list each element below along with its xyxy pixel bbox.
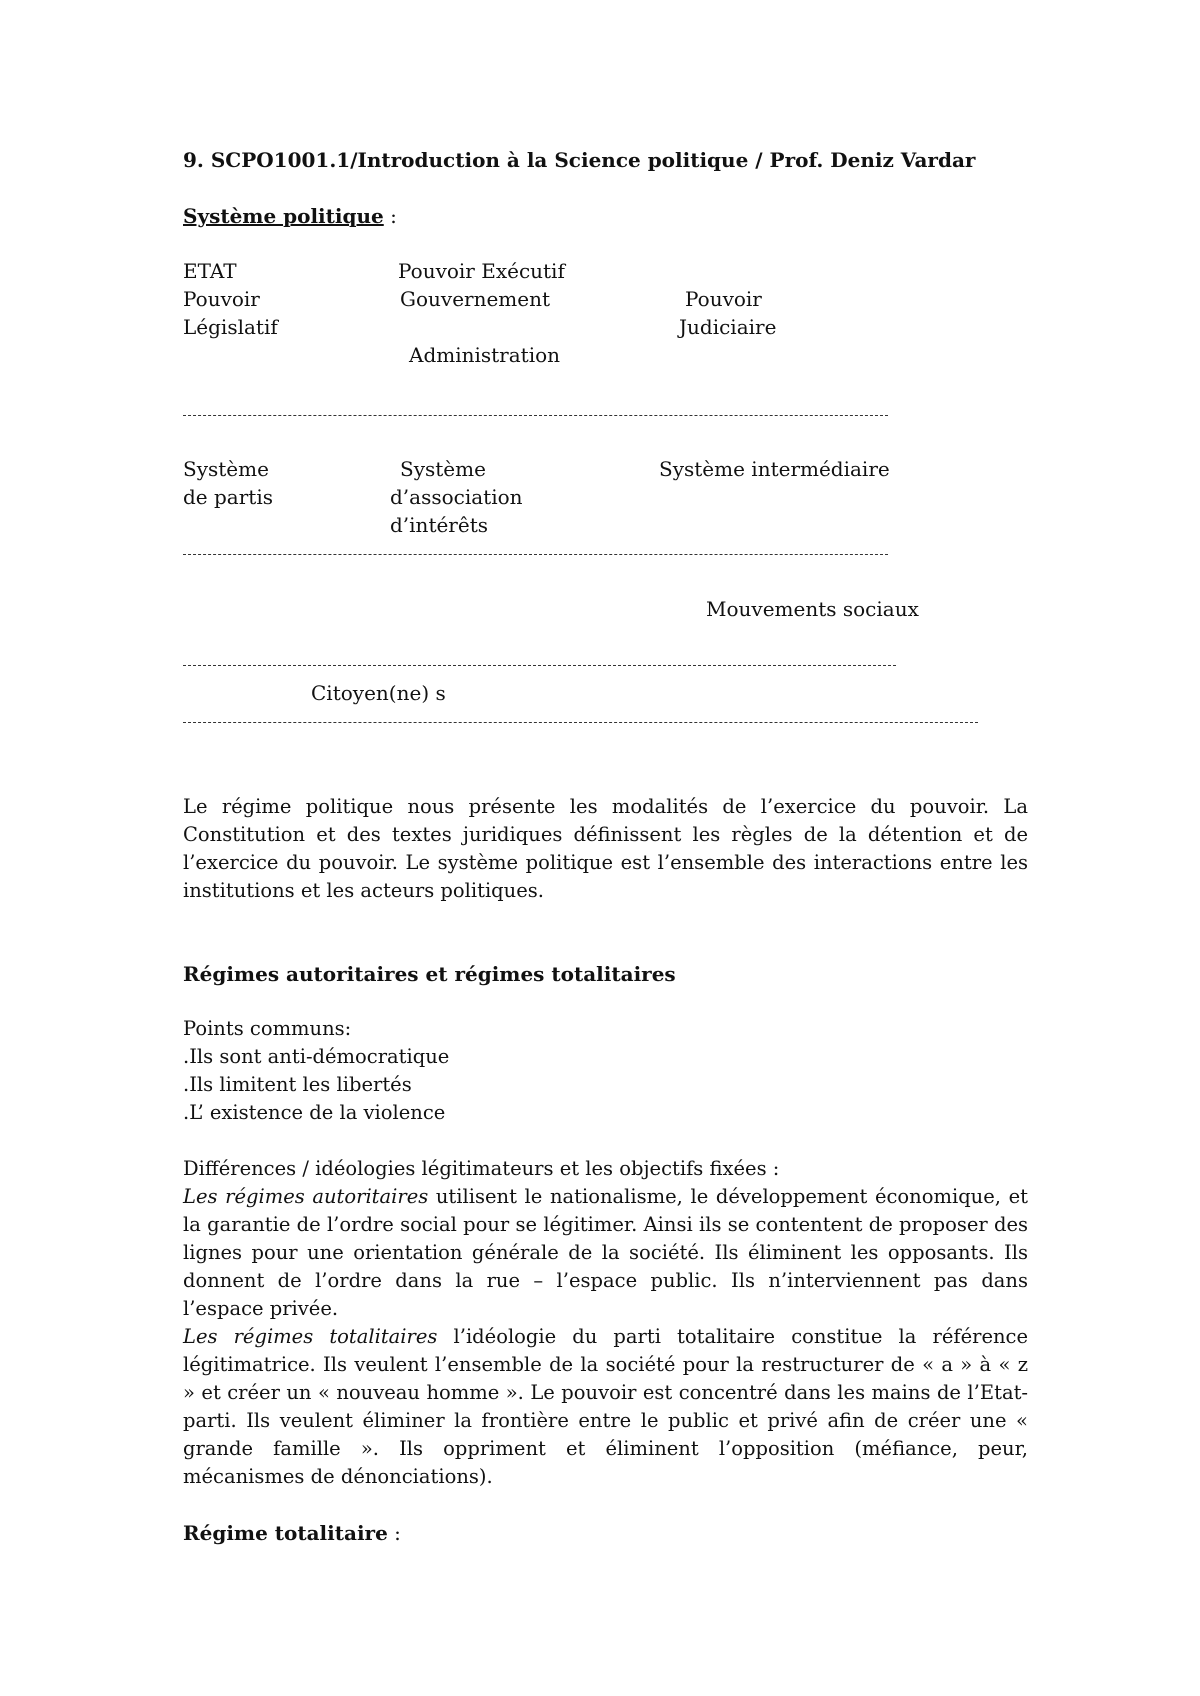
divider-4 — [183, 722, 978, 723]
label-pouvoir-legislatif-1: Pouvoir — [183, 287, 260, 311]
label-administration: Administration — [409, 343, 561, 367]
differences-label: Différences / idéologies légitimateurs et les objectifs fixées : — [183, 1157, 780, 1180]
label-citoyens: Citoyen(ne) s — [311, 681, 446, 705]
label-pouvoir-executif: Pouvoir Exécutif — [398, 259, 565, 283]
autoritaires-label: Les régimes autoritaires — [183, 1185, 429, 1208]
divider-2 — [183, 554, 888, 555]
autoritaires-text: utilisent le nationalisme, le développement économique, et la garantie de l’ordre social pour se légitimer. Ainsi ils se contentent de proposer des lignes pour une orientation générale de la société. Ils éliminent les opposants. Ils donnent de l’ordre dans la rue – l’espace public. Ils n’interviennent pas dans l’espace privée. — [183, 1185, 1028, 1320]
section-heading-totalitaire: Régime totalitaire — [183, 1521, 388, 1545]
label-gouvernement: Gouvernement — [400, 287, 551, 311]
label-systeme-association-1: Système — [400, 457, 486, 481]
label-systeme-partis-1: Système — [183, 457, 269, 481]
section-heading-totalitaire-suffix: : — [387, 1521, 401, 1545]
divider-1 — [183, 415, 888, 416]
list-item: .L’ existence de la violence — [183, 1101, 446, 1124]
autoritaires-paragraph — [183, 1183, 1028, 1323]
label-judiciaire: Judiciaire — [679, 315, 777, 339]
label-legislatif: Législatif — [183, 315, 278, 339]
list-item: .Ils limitent les libertés — [183, 1073, 412, 1096]
label-de-partis: de partis — [183, 485, 273, 509]
label-d-association: d’association — [390, 485, 523, 509]
totalitaires-paragraph — [183, 1323, 1028, 1491]
list-item: .Ils sont anti-démocratique — [183, 1045, 450, 1068]
label-etat: ETAT — [183, 259, 237, 283]
points-communs-label: Points communs: — [183, 1017, 352, 1040]
systeme-heading-line — [183, 202, 397, 230]
label-pouvoir-judiciaire-1: Pouvoir — [685, 287, 762, 311]
label-mouvements-sociaux: Mouvements sociaux — [706, 597, 919, 621]
divider-3 — [183, 665, 896, 666]
regime-paragraph: Le régime politique nous présente les modalités de l’exercice du pouvoir. La Constitution et des textes juridiques définissent les règles de la détention et de l’exercice du pouvoir. Le système politique est l’ensemble des interactions entre les institutions et les acteurs politiques. — [183, 795, 1028, 902]
points-communs-block — [183, 1015, 1028, 1127]
document-title: 9. SCPO1001.1/Introduction à la Science politique / Prof. Deniz Vardar — [183, 148, 976, 172]
systeme-heading: Système politique — [183, 204, 384, 228]
label-systeme-intermediaire: Système intermédiaire — [659, 457, 890, 481]
systeme-heading-suffix: : — [383, 204, 397, 228]
label-d-interets: d’intérêts — [390, 513, 489, 537]
section-heading-regimes: Régimes autoritaires et régimes totalitaires — [183, 962, 676, 986]
totalitaires-label: Les régimes totalitaires — [183, 1325, 438, 1348]
differences-block — [183, 1155, 1028, 1491]
section-heading-totalitaire-line — [183, 1519, 401, 1547]
totalitaires-text: l’idéologie du parti totalitaire constitue la référence légitimatrice. Ils veulent l’ensemble de la société pour la restructurer de « a » à « z » et créer un « nouveau homme ». Le pouvoir est concentré dans les mains de l’Etat-parti. Ils veulent éliminer la frontière entre le public et privé afin de créer une « grande famille ». Ils oppriment et éliminent l’opposition (méfiance, peur, mécanismes de dénonciations). — [183, 1325, 1028, 1488]
